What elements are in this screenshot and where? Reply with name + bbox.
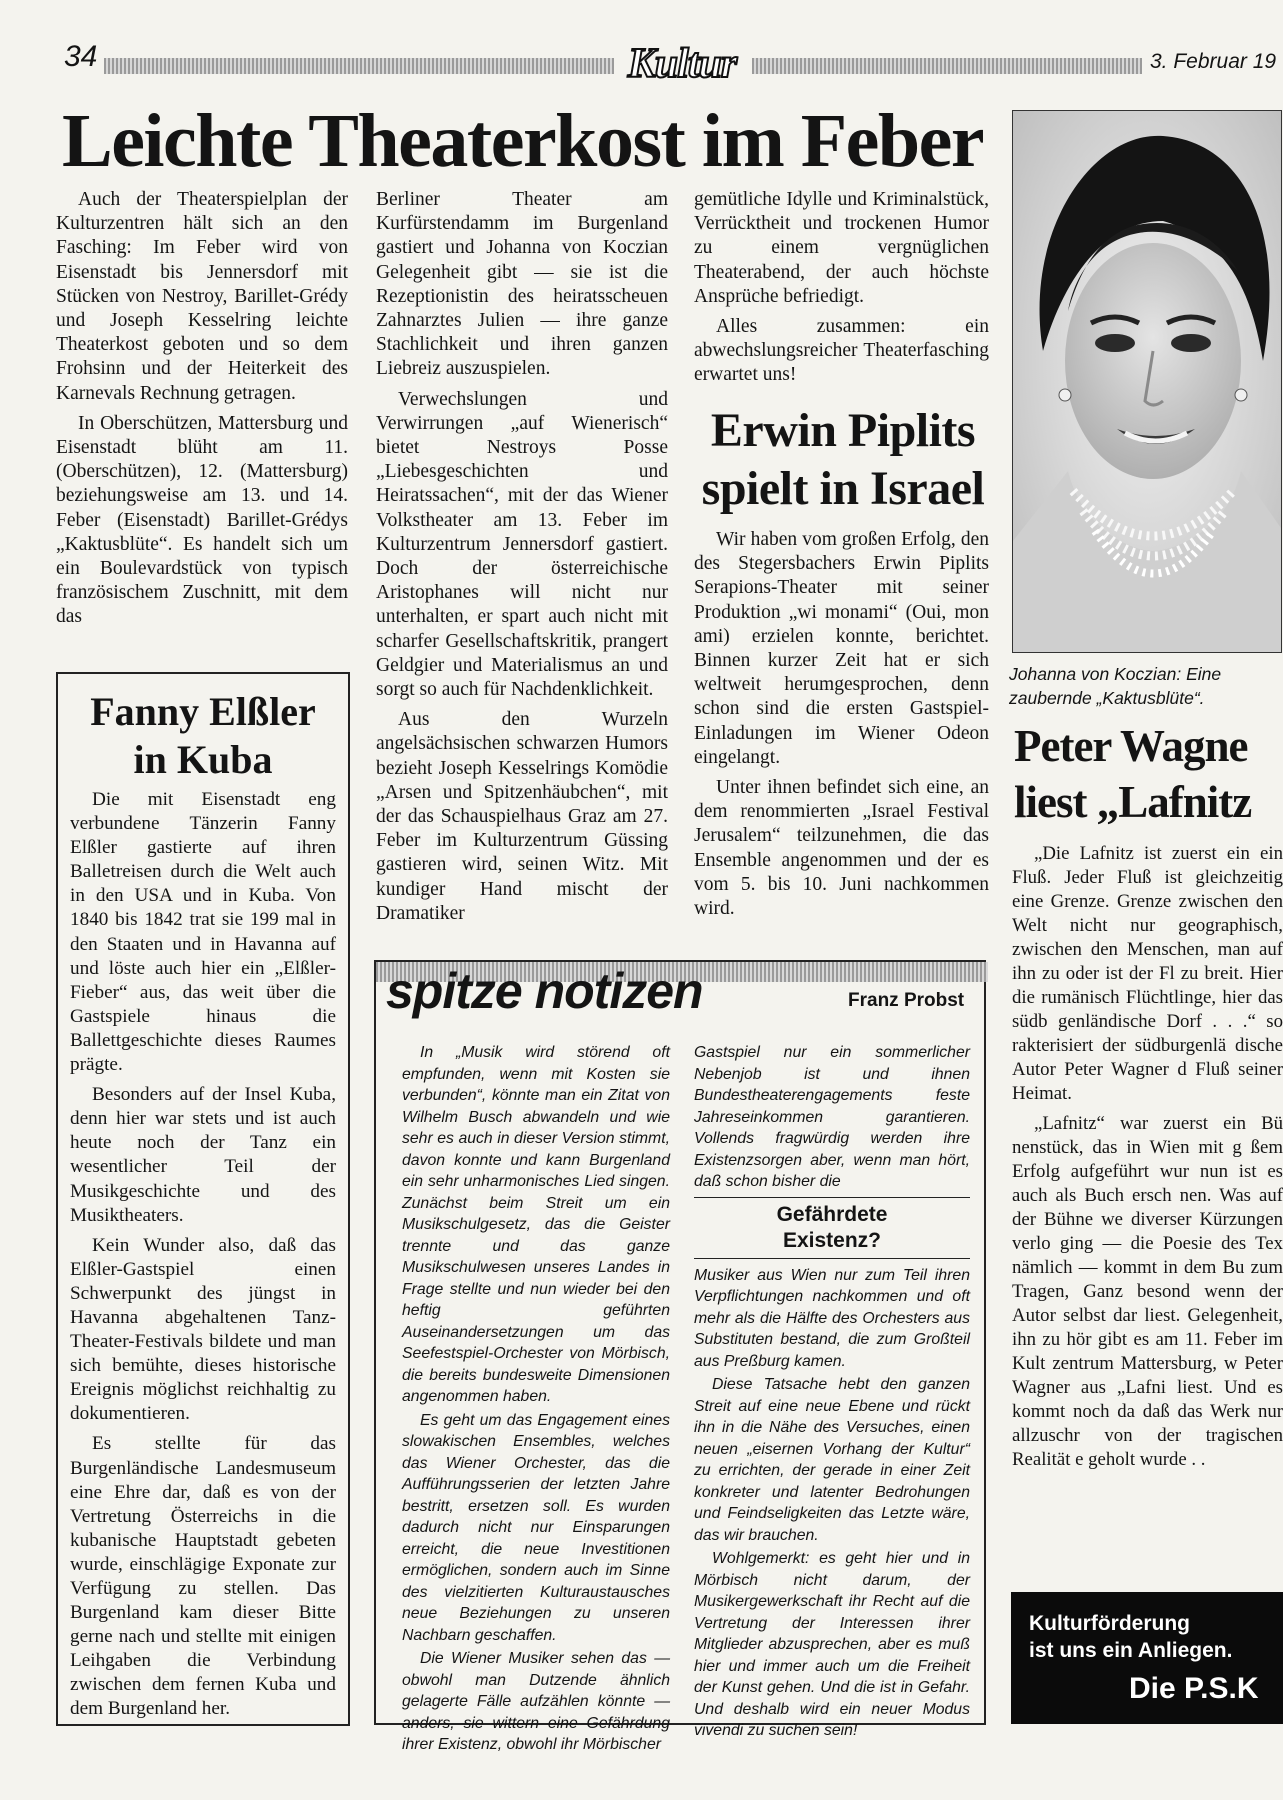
subhead-line: Gefährdete (776, 1202, 888, 1226)
main-headline: Leichte Theaterkost im Feber (62, 99, 984, 183)
paragraph: Wohlgemerkt: es geht hier und in Mörbisch nicht darum, der Musikergewerkschaft ihr Recht auf die Vertretung der Interessen ihrer Mitglieder abzusprechen, aber es muß hier und immer auch um die Freiheit der Kunst gehen. Und die ist in Gefahr. Und deshalb wird ein neuer Modus vivendi zu suchen sein! (694, 1550, 970, 1739)
ad-slogan (1029, 1610, 1232, 1664)
headline-line: Fanny Elßler (90, 689, 316, 734)
paragraph: Kein Wunder also, daß das Elßler-Gastspiel einen Schwerpunkt des jüngst in Havanna abgehaltenen Tanz-Theater-Festivals bildete und man sich bemühte, dieses historische Ereignis möglichst reichhaltig zu dokumentieren. (70, 1234, 336, 1425)
paragraph: Unter ihnen befindet sich eine, an dem renommierten „Israel Festival Jerusalem“ teilzunehmen, die das Ensemble angenommen und der es vom 5. bis 10. Juni nachkommen wird. (694, 777, 989, 920)
ad-line: Kulturförderung (1029, 1612, 1190, 1635)
notizen-col1 (402, 1042, 670, 1758)
paragraph: „Lafnitz“ war zuerst ein Bü nenstück, das in Wien mit g ßem Erfolg aufgeführt wur nun ist es auch als Buch ersch nen. Was auf der Bühne we diverser Kürzungen verlo ging — die Poesie des Tex nämlich — kommt in dem Bu zum Tragen, Ganz besond wenn der Autor selbst dar liest. Gelegenheit, ihn zu hör gibt es am 11. Feber im Kult zentrum Mattersburg, w Peter Wagner aus „Lafni liest. Und es kommt noch da daß das Werk nur allzuschr von der tragischen Realität e geholt wurde . . (1012, 1113, 1283, 1470)
notizen-title: spitze notizen (386, 963, 703, 1019)
page-number: 34 (64, 40, 98, 73)
psk-advertisement (1011, 1592, 1283, 1724)
paragraph: Aus den Wurzeln angelsächsischen schwarzen Humors bezieht Joseph Kesselrings Komödie „Arsen und Spitzenhäubchen“, mit der das Schauspielhaus Graz am 27. Feber im Kulturzentrum Güssing gastieren wird, seinen Witz. Mit kundiger Hand mischt der Dramatiker (376, 709, 668, 924)
paragraph: Diese Tatsache hebt den ganzen Streit auf eine neue Ebene und rückt ihn in die Nähe des Versuches, einen neuen „eisernen Vorhang der Kultur“ zu errichten, der gerade in einer Zeit konkreter und latenter Bedrohungen und Feindseligkeiten das Letzte wäre, das wir brauchen. (694, 1376, 970, 1544)
paragraph: gemütliche Idylle und Kriminalstück, Verrücktheit und trockenen Humor zu einem vergnüglichen Theaterabend, der auch höchste Ansprüche befriedigt. (694, 189, 989, 307)
paragraph: Besonders auf der Insel Kuba, denn hier war stets und ist auch heute noch der Tanz ein wesentlicher Teil der Musikgeschichte und des Musiktheaters. (70, 1084, 336, 1226)
main-article-col2 (376, 188, 668, 932)
paragraph: Musiker aus Wien nur zum Teil ihren Verpflichtungen nachkommen und oft mehr als die Hälfte des Orchesters aus Substituten bestand, die zum Großteil aus Preßburg kamen. (694, 1266, 970, 1370)
caption-line: Johanna von Koczian: Eine (1009, 664, 1222, 684)
elssler-article-body (58, 784, 348, 1722)
paragraph: Verwechslungen und Verwirrungen „auf Wienerisch“ bietet Nestroys Posse „Liebesgeschichten und Heiratssachen“, mit der das Wiener Volkstheater am 13. Feber im Kulturzentrum Jennersdorf gastiert. Doch der österreichische Aristophanes will nicht nur unterhalten, er spart auch nicht mit scharfer Gesellschaftskritik, prangert Geldgier und Materialismus an und sorgt so auch für Nachdenklichkeit. (376, 388, 668, 701)
header-rule-right (752, 58, 1142, 74)
portrait-photo (1012, 110, 1282, 653)
piplits-article-body (694, 528, 989, 927)
paragraph: In Oberschützen, Mattersburg und Eisenstadt blüht am 11. (Oberschützen), 12. (Mattersburg) beziehungsweise am 13. und 14. Feber (Eisenstadt) Barillet-Grédys „Kaktusblüte“. Es handelt sich um ein Boulevardstück von typisch französischem Zuschnitt, mit dem das (56, 412, 348, 628)
paragraph: Auch der Theaterspielplan der Kulturzentren hält sich an den Fasching: Im Feber wird von Eisenstadt bis Jennersdorf mit Stücken von Nestroy, Barillet-Grédy und Joseph Kesselring leichte Theaterkost geboten und so dem Frohsinn und der Heiterkeit des Karnevals Rechnung getragen. (56, 189, 348, 404)
portrait-image (1013, 111, 1282, 653)
headline-line: in Kuba (133, 737, 273, 782)
headline-line: spielt in Israel (701, 462, 985, 515)
piplits-headline (688, 402, 998, 518)
headline-line: Erwin Piplits (710, 404, 976, 457)
paragraph: Wir haben vom großen Erfolg, den des Stegersbachers Erwin Piplits Serapions-Theater mit seiner Produktion „wi monami“ (Oui, mon ami) erzielen konnte, berichtet. Binnen kurzer Zeit hat er sich weltweit herumgesprochen, denn schon sind die ersten Gastspiel-Einladungen im Wiener Odeon eingelangt. (694, 529, 989, 768)
notizen-col2 (694, 1042, 970, 1744)
ad-brand: Die P.S.K (1129, 1672, 1259, 1705)
issue-date: 3. Februar 19 (1150, 50, 1277, 73)
ad-line: ist uns ein Anliegen. (1029, 1639, 1233, 1662)
paragraph: Gastspiel nur ein sommerlicher Nebenjob ist und ihnen Bundestheaterengagements feste Jahreseinkommen garantieren. Vollends fragwürdig werden ihre Existenzsorgen aber, wenn man hört, daß schon bisher die (694, 1044, 970, 1190)
main-article-col3 (694, 188, 989, 394)
paragraph: Alles zusammen: ein abwechslungsreicher Theaterfasching erwartet uns! (694, 316, 989, 386)
wagner-article-body (1012, 842, 1283, 1570)
paragraph: Die Wiener Musiker sehen das — obwohl man Dutzende ähnlich gelagerte Fälle aufzählen könnte — anders, sie wittern eine Gefährdung ihrer Existenz, obwohl ihr Mörbischer (402, 1650, 670, 1753)
paragraph: „Die Lafnitz ist zuerst ein ein Fluß. Jeder Fluß ist gleichzeitig eine Grenze. Grenze zwischen den Welt nicht nur geographisch, zwischen den Menschen, man auf ihn zu oder ist der Fl zu breit. Hier die rumänisch Flüchtlinge, hier das südb genländische Dorf . . .“ so rakterisiert der südburgenlä dische Autor Peter Wagner d Fluß seiner Heimat. (1012, 843, 1283, 1104)
elssler-article-box (56, 672, 350, 1726)
caption-line: zaubernde „Kaktusblüte“. (1009, 688, 1205, 708)
paragraph: Die mit Eisenstadt eng verbundene Tänzerin Fanny Elßler gastierte auf ihren Balletreisen durch die Welt auch in den USA und in Kuba. Von 1840 bis 1842 trat sie 199 mal in den Staaten und in Havanna auf und löste auch hier ein „Elßler-Fieber“ aus, das weit über die Gastspiele hinaus die Ballettgeschichte dieses Raumes prägte. (70, 789, 336, 1076)
paragraph: Berliner Theater am Kurfürstendamm im Burgenland gastiert und Johanna von Koczian Gelegenheit gibt — sie ist die Rezeptionistin des heiratsscheuen Zahnarztes Julien — ihre ganze Stachlichkeit und ihren ganzen Liebreiz auszuspielen. (376, 189, 668, 380)
section-rubric: Kultur (627, 41, 737, 87)
photo-caption (1009, 662, 1283, 710)
headline-line: liest „Lafnitz (1014, 777, 1252, 827)
headline-line: Peter Wagne (1014, 721, 1248, 771)
paragraph: In „Musik wird störend oft empfunden, wenn mit Kosten sie verbunden“, könnte man ein Zitat von Wilhelm Busch abwandeln und wie sehr es auch in dieser Version stimmt, davon konnte und kann Burgenland ein sehr unharmonisches Lied singen. Zunächst beim Streit um ein Musikschulgesetz, das die Geister trennte und das ganze Musikschulwesen unseres Landes in Frage stellte und nun wieder bei den heftig geführten Auseinandersetzungen um das Seefestspiel-Orchester von Mörbisch, die bereits bundesweite Dimensionen angenommen haben. (402, 1044, 670, 1405)
header-rule-left (104, 58, 614, 74)
notizen-subhead (694, 1197, 970, 1259)
main-article-col1 (56, 188, 348, 636)
paragraph: Es stellte für das Burgenländische Landesmuseum eine Ehre dar, daß es von der Vertretung Österreichs in die kubanische Hauptstadt gebeten wurde, einschlägige Exponate zur Verfügung zu stellen. Das Burgenland kam dieser Bitte gerne nach und stellte mit einigen Leihgaben die Verbindung zwischen dem fernen Kuba und dem Burgenland her. (70, 1433, 336, 1720)
subhead-line: Existenz? (782, 1228, 882, 1252)
elssler-headline (58, 688, 348, 784)
notizen-author: Franz Probst (848, 990, 965, 1011)
paragraph: Es geht um das Engagement eines slowakischen Ensembles, welches das Wiener Orchester, das die Aufführungsserien der letzten Jahre bestritt, ersetzen soll. Es wurden dadurch nicht nur Einsparungen erreicht, die neue Investitionen ermöglichen, sondern auch im Sinne des vielzitierten Kulturaustausches neue Beziehungen zu unseren Nachbarn geschaffen. (402, 1411, 670, 1644)
wagner-headline (1014, 718, 1283, 830)
